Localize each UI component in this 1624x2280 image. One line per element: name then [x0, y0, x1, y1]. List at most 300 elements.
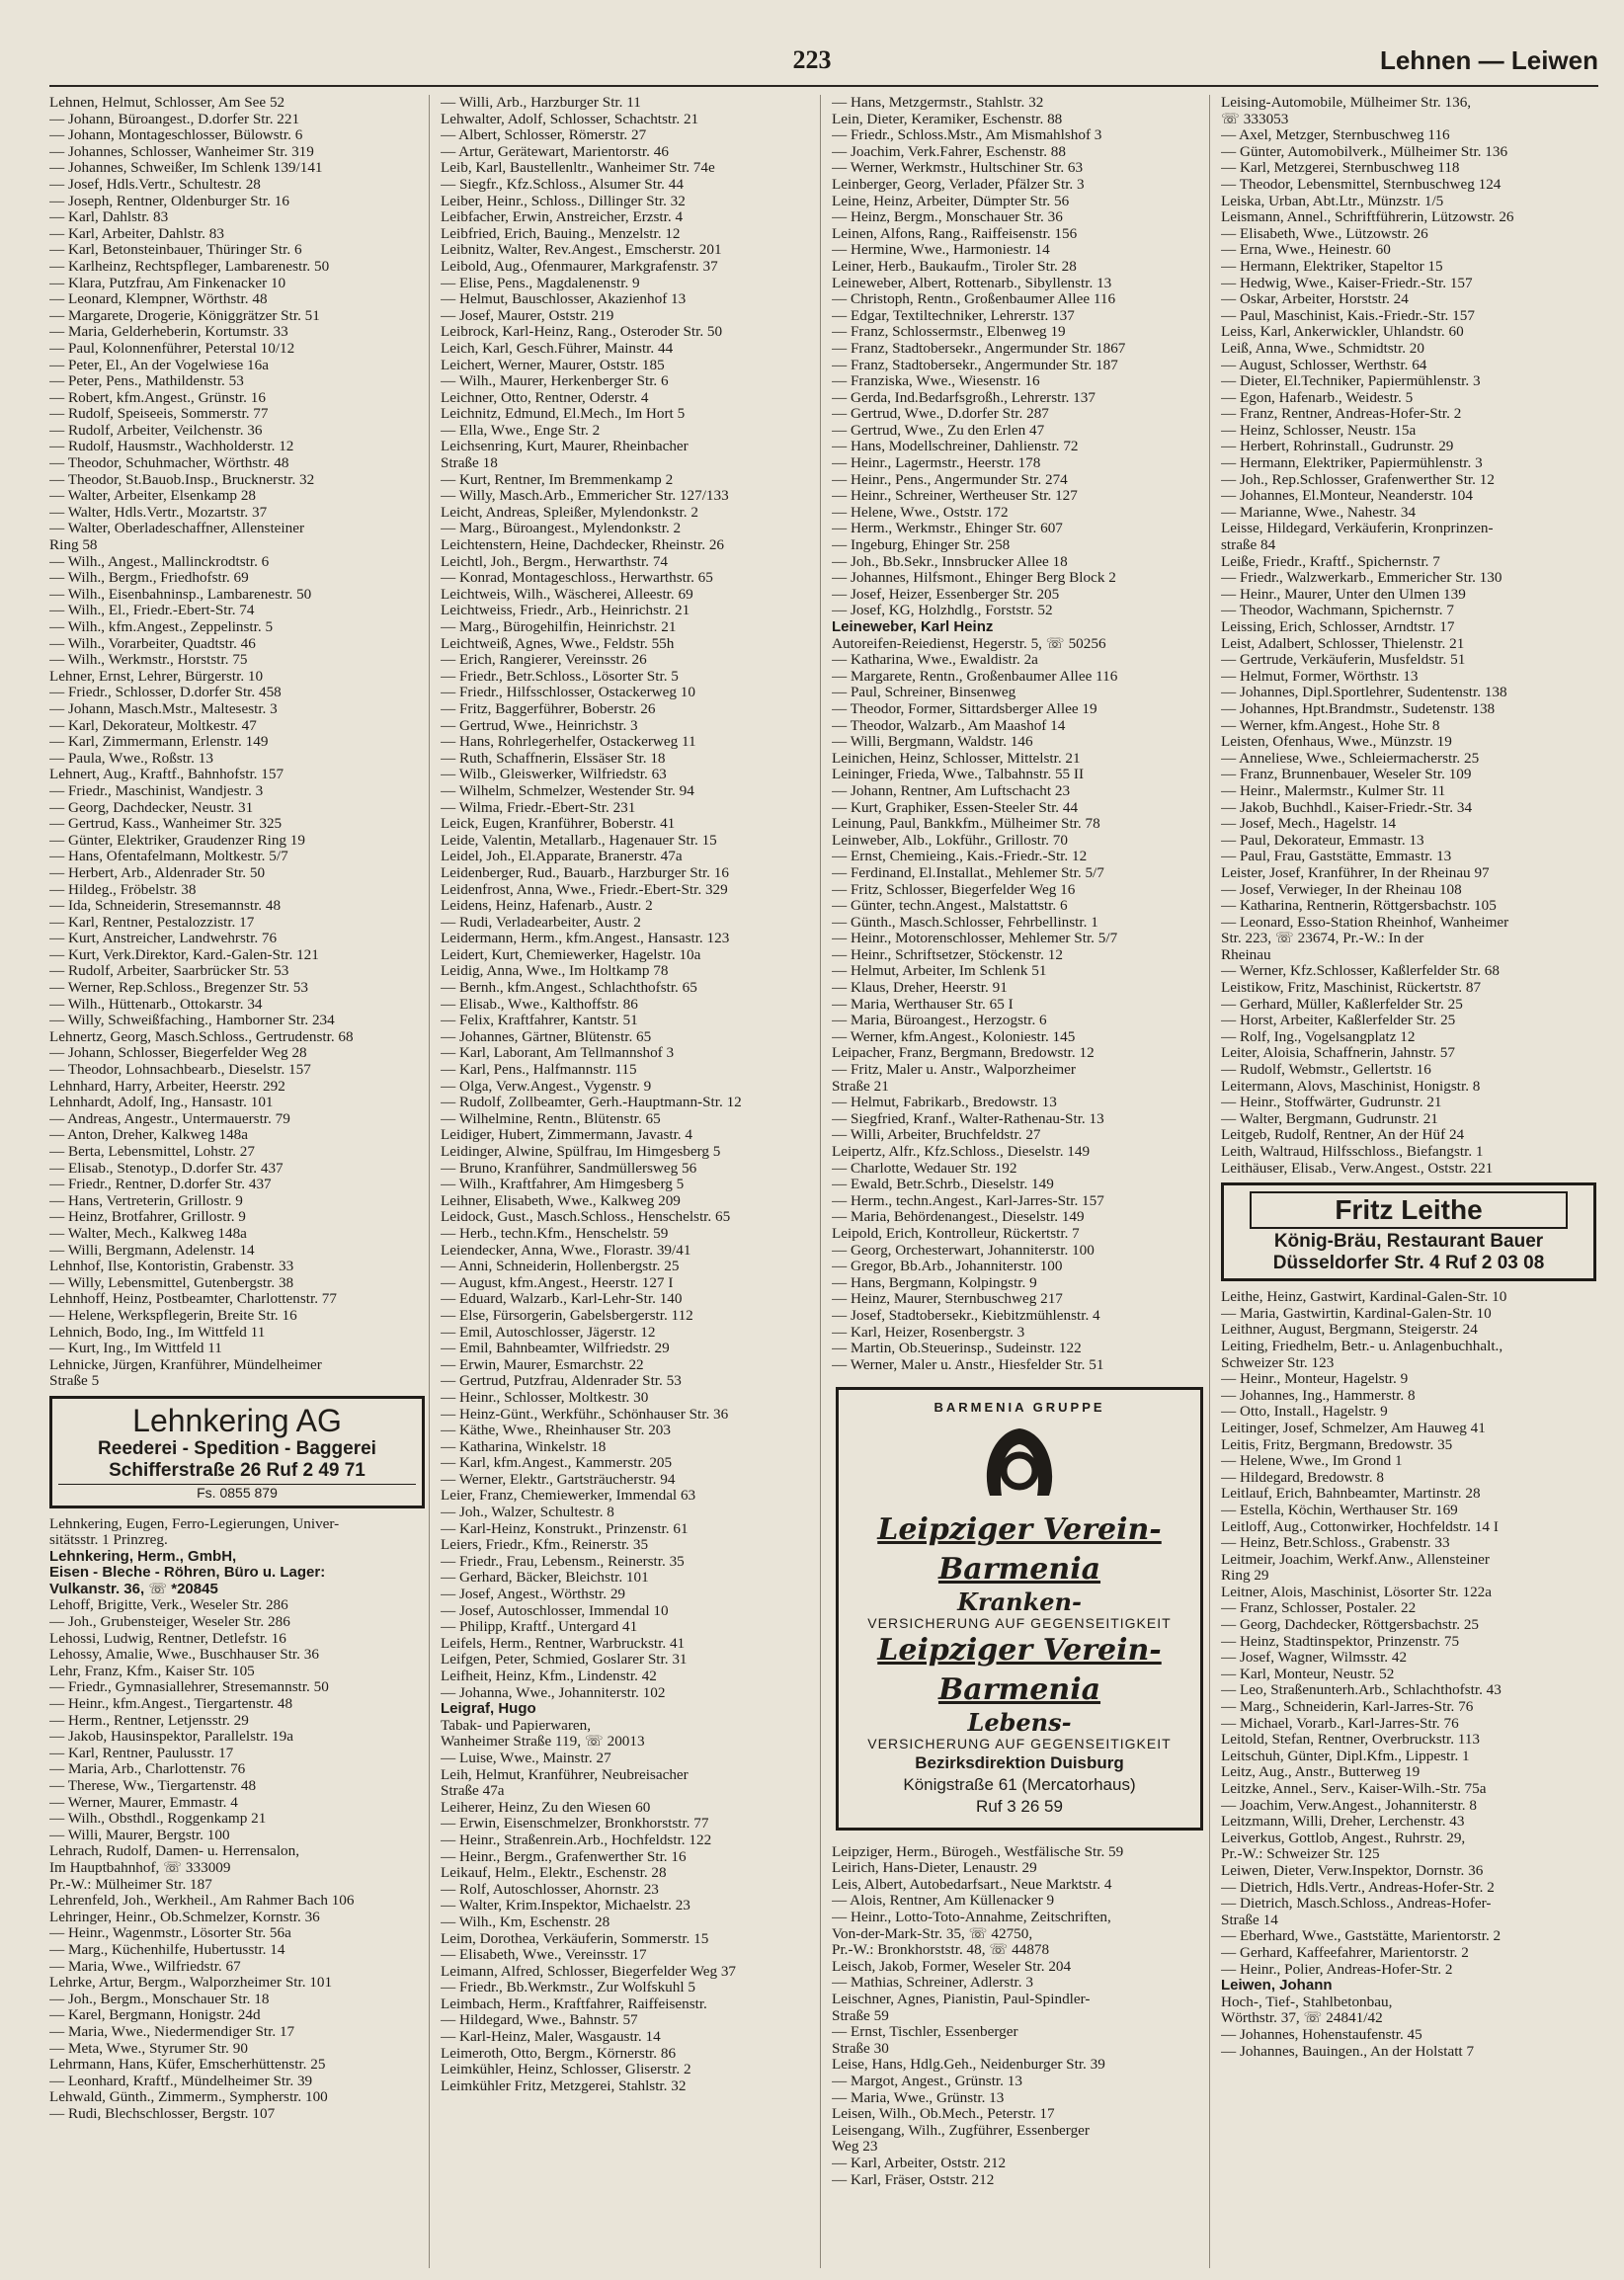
directory-entry: — Friedr., Schlosser, D.dorfer Str. 458 [49, 685, 282, 701]
directory-entry: — Theodor, St.Bauob.Insp., Brucknerstr. 32 [49, 471, 315, 488]
directory-column-3 [832, 95, 1207, 2188]
directory-entry: Leiter, Aloisia, Schaffnerin, Jahnstr. 57 [1221, 1045, 1455, 1062]
directory-entry: Leipacher, Franz, Bergmann, Bredowstr. 12 [832, 1045, 1095, 1062]
header-rule [49, 85, 1598, 87]
directory-entry: — Erwin, Maurer, Esmarchstr. 22 [441, 1356, 644, 1373]
directory-entry: Leist, Adalbert, Schlosser, Thielenstr. 21 [1221, 635, 1465, 652]
directory-entry: Leimeroth, Otto, Bergm., Körnerstr. 86 [441, 2045, 677, 2062]
directory-entry: — Wilh., Bergm., Friedhofstr. 69 [49, 570, 249, 587]
directory-entry: Leidock, Gust., Masch.Schloss., Henschelstr. 65 [441, 1209, 731, 1226]
directory-entry: Leipold, Erich, Kontrolleur, Rückertstr. 7 [832, 1225, 1080, 1242]
directory-entry: Leischner, Agnes, Pianistin, Paul-Spindler- [832, 1992, 1091, 2008]
directory-entry: Lehwalter, Adolf, Schlosser, Schachtstr. 21 [441, 111, 699, 127]
directory-entry: Leiß, Anna, Wwe., Schmidtstr. 20 [1221, 340, 1424, 357]
directory-entry: — Walter, Hdls.Vertr., Mozartstr. 37 [49, 504, 268, 521]
directory-entry: — Heinr., Bergm., Grafenwerther Str. 16 [441, 1848, 687, 1865]
directory-entry: — Wilb., Gleiswerker, Wilfriedstr. 63 [441, 767, 667, 783]
page-header [0, 0, 1624, 89]
directory-entry: — Josef, Hdls.Vertr., Schultestr. 28 [49, 176, 261, 193]
directory-entry: — Willi, Bergmann, Waldstr. 146 [832, 734, 1033, 751]
directory-entry: — Werner, Maurer, Emmastr. 4 [49, 1794, 238, 1811]
directory-entry: — Ernst, Tischler, Essenberger [832, 2024, 1018, 2041]
directory-entry: — Willi, Arb., Harzburger Str. 11 [441, 95, 641, 111]
directory-entry: — Rudolf, Webmstr., Gellertstr. 16 [1221, 1062, 1431, 1079]
directory-entry: Straße 30 [832, 2040, 889, 2057]
directory-entry: — Fritz, Maler u. Anstr., Walporzheimer [832, 1062, 1076, 1079]
directory-entry: — Helmut, Bauschlosser, Akazienhof 13 [441, 291, 687, 308]
directory-entry: — Johannes, Ing., Hammerstr. 8 [1221, 1387, 1416, 1404]
directory-entry: — Meta, Wwe., Styrumer Str. 90 [49, 2040, 248, 2057]
directory-entry: Leisse, Hildegard, Verkäuferin, Kronprinzen- [1221, 521, 1494, 537]
directory-entry: — Kurt, Anstreicher, Landwehrstr. 76 [49, 931, 278, 947]
barmenia-caption-2: VERSICHERUNG AUF GEGENSEITIGKEIT [867, 1736, 1172, 1752]
directory-entry: Autoreifen-Reiedienst, Hegerstr. 5, ☏ 50256 [832, 635, 1106, 652]
directory-entry: — Heinr., Lagermstr., Heerstr. 178 [832, 455, 1041, 472]
directory-entry: — Walter, Mech., Kalkweg 148a [49, 1225, 247, 1242]
directory-entry: — Erwin, Eisenschmelzer, Bronkhorststr. 77 [441, 1816, 709, 1832]
directory-entry: — Friedr., Betr.Schloss., Lösorter Str. 5 [441, 668, 679, 685]
directory-entry: — Karl-Heinz, Maler, Wasgaustr. 14 [441, 2029, 661, 2046]
directory-entry: — Margarete, Drogerie, Königgrätzer Str. 51 [49, 307, 320, 324]
directory-entry: — Joh., Walzer, Schultestr. 8 [441, 1505, 614, 1521]
directory-entry: — Michael, Vorarb., Karl-Jarres-Str. 76 [1221, 1715, 1459, 1732]
directory-entry: — Helmut, Arbeiter, Im Schlenk 51 [832, 963, 1047, 980]
directory-entry: — Helmut, Fabrikarb., Bredowstr. 13 [832, 1095, 1057, 1111]
directory-entry: — Johann, Rentner, Am Luftschacht 23 [832, 782, 1071, 799]
barmenia-kranken: Kranken- [957, 1587, 1082, 1616]
directory-entry: — Ewald, Betr.Schrb., Dieselstr. 149 [832, 1177, 1054, 1193]
ad-address: Düsseldorfer Str. 4 Ruf 2 03 08 [1272, 1253, 1545, 1274]
directory-entry: Leisengang, Wilh., Zugführer, Essenberger [832, 2122, 1090, 2139]
directory-entry: — Ida, Schneiderin, Stresemannstr. 48 [49, 898, 282, 915]
directory-entry: — Paul, Maschinist, Kais.-Friedr.-Str. 157 [1221, 307, 1475, 324]
directory-entry: — Theodor, Former, Sittardsberger Allee 19 [832, 700, 1097, 717]
directory-entry: — Heinr., Pens., Angermunder Str. 274 [832, 471, 1068, 488]
directory-entry: — Heinr., kfm.Angest., Tiergartenstr. 48 [49, 1696, 293, 1713]
directory-entry: — Paul, Frau, Gaststätte, Emmastr. 13 [1221, 849, 1452, 865]
directory-entry: Leidermann, Herm., kfm.Angest., Hansastr. 123 [441, 931, 730, 947]
directory-entry: — Gregor, Bb.Arb., Johanniterstr. 100 [832, 1259, 1063, 1275]
directory-entry: — Horst, Arbeiter, Kaßlerfelder Str. 25 [1221, 1013, 1456, 1029]
directory-entry: — Paul, Schreiner, Binsenweg [832, 685, 1016, 701]
directory-entry: — Hermann, Elektriker, Papiermühlenstr. 3 [1221, 455, 1483, 472]
directory-entry: — Helmut, Former, Wörthstr. 13 [1221, 668, 1419, 685]
directory-entry: — Hans, Modellschreiner, Dahlienstr. 72 [832, 439, 1079, 455]
directory-entry: Leinung, Paul, Bankkfm., Mülheimer Str. 78 [832, 816, 1100, 833]
directory-entry: — Elise, Pens., Magdalenenstr. 9 [441, 275, 640, 291]
directory-entry: — Werner, Elektr., Gartsträucherstr. 94 [441, 1471, 676, 1488]
directory-entry: — Heinr., Motorenschlosser, Mehlemer Str. 5/7 [832, 931, 1118, 947]
directory-entry: — Joachim, Verk.Fahrer, Eschenstr. 88 [832, 143, 1066, 160]
directory-entry: — Leonard, Esso-Station Rheinhof, Wanheimer [1221, 914, 1509, 931]
directory-entry: — Franz, Stadtobersekr., Angermunder Str. 187 [832, 357, 1118, 373]
directory-entry: — Katharina, Rentnerin, Röttgersbachstr. 105 [1221, 898, 1497, 915]
directory-entry: — Marg., Büroangest., Mylendonkstr. 2 [441, 521, 682, 537]
directory-entry: — Hans, Vertreterin, Grillostr. 9 [49, 1192, 243, 1209]
directory-entry: — Willy, Masch.Arb., Emmericher Str. 127/133 [441, 488, 729, 505]
directory-entry: — Joh., Grubensteiger, Weseler Str. 286 [49, 1614, 290, 1631]
directory-entry: — Wilh., Km, Eschenstr. 28 [441, 1914, 610, 1930]
directory-entry: — Hildeg., Fröbelstr. 38 [49, 881, 197, 898]
directory-entry: Leibold, Aug., Ofenmaurer, Markgrafenstr. 37 [441, 258, 718, 275]
directory-entry: — Heinz-Günt., Werkführ., Schönhauser Str. 36 [441, 1406, 729, 1423]
directory-entry: — Werner, Rep.Schloss., Bregenzer Str. 53 [49, 980, 308, 997]
directory-entry: — Herm., Werkmstr., Ehinger Str. 607 [832, 521, 1063, 537]
directory-entry: Lehnkering, Eugen, Ferro-Legierungen, Univer- [49, 1515, 340, 1532]
directory-entry: — Rudi, Verladearbeiter, Austr. 2 [441, 914, 641, 931]
directory-entry: Leidert, Kurt, Chemiewerker, Hagelstr. 10a [441, 946, 701, 963]
directory-entry: Leismann, Annel., Schriftführerin, Lützowstr. 26 [1221, 209, 1514, 226]
bold-entry: Leiwen, Johann [1221, 1978, 1333, 1995]
directory-entry: Lehnkering, Herm., GmbH, [49, 1548, 237, 1565]
directory-entry: Leikauf, Helm., Elektr., Eschenstr. 28 [441, 1865, 667, 1882]
directory-entry: — Berta, Lebensmittel, Lohstr. 27 [49, 1144, 255, 1160]
directory-entry: — Philipp, Kraftf., Untergard 41 [441, 1619, 638, 1636]
directory-entry: — Gertrud, Putzfrau, Aldenrader Str. 53 [441, 1373, 682, 1390]
directory-entry: — Paul, Dekorateur, Emmastr. 13 [1221, 832, 1424, 849]
directory-entry: — Dietrich, Masch.Schloss., Andreas-Hofer- [1221, 1896, 1492, 1913]
ad-address: Schifferstraße 26 Ruf 2 49 71 [109, 1459, 365, 1481]
directory-entry: — Heinz, Maurer, Sternbuschweg 217 [832, 1291, 1063, 1308]
directory-entry: Schweizer Str. 123 [1221, 1354, 1335, 1371]
directory-entry: — Günter, Automobilverk., Mülheimer Str. 136 [1221, 143, 1508, 160]
directory-entry: — Katharina, Winkelstr. 18 [441, 1438, 607, 1455]
directory-entry: Tabak- und Papierwaren, [441, 1717, 592, 1734]
directory-entry: — Leo, Straßenunterh.Arb., Schlachthofstr. 43 [1221, 1682, 1502, 1699]
directory-entry: Leitschuh, Günter, Dipl.Kfm., Lippestr. 1 [1221, 1748, 1470, 1764]
directory-entry: — Theodor, Wachmann, Spichernstr. 7 [1221, 603, 1454, 619]
directory-entry: — Helene, Wwe., Im Grond 1 [1221, 1453, 1403, 1470]
directory-entry: — Anni, Schneiderin, Hollenbergstr. 25 [441, 1259, 680, 1275]
directory-entry: — Günter, techn.Angest., Malstattstr. 6 [832, 898, 1068, 915]
directory-entry: Leitgeb, Rudolf, Rentner, An der Hüf 24 [1221, 1127, 1465, 1144]
directory-entry: — Johannes, Schweißer, Im Schlenk 139/141 [49, 160, 323, 177]
directory-entry: Leising-Automobile, Mülheimer Str. 136, [1221, 95, 1472, 111]
directory-entry: ☏ 333053 [1221, 111, 1289, 127]
directory-entry: Str. 223, ☏ 23674, Pr.-W.: In der [1221, 931, 1424, 947]
directory-entry: — Günth., Masch.Schlosser, Fehrbellinstr. 1 [832, 914, 1098, 931]
barmenia-logo-icon [950, 1417, 1089, 1506]
directory-entry: — Albert, Schlosser, Römerstr. 27 [441, 127, 647, 144]
directory-entry: Lehoff, Brigitte, Verk., Weseler Str. 286 [49, 1597, 288, 1614]
directory-entry: Leitinger, Josef, Schmelzer, Am Hauweg 41 [1221, 1420, 1486, 1436]
directory-entry: — Willy, Schweißfaching., Hamborner Str. 234 [49, 1013, 335, 1029]
directory-entry: — Karl, Rentner, Paulusstr. 17 [49, 1745, 234, 1761]
directory-entry: — Artur, Gerätewart, Marientorstr. 46 [441, 143, 669, 160]
directory-entry: Leininger, Frieda, Wwe., Talbahnstr. 55 II [832, 767, 1085, 783]
directory-entry: Leis, Albert, Autobedarfsart., Neue Marktstr. 4 [832, 1876, 1112, 1893]
directory-entry: — Wilh., Obsthdl., Roggenkamp 21 [49, 1811, 267, 1828]
directory-entry: — Karl, Zimmermann, Erlenstr. 149 [49, 734, 269, 751]
directory-entry: — Karl, Laborant, Am Tellmannshof 3 [441, 1045, 675, 1062]
directory-entry: — Werner, kfm.Angest., Koloniestr. 145 [832, 1028, 1076, 1045]
directory-entry: Lehringer, Heinr., Ob.Schmelzer, Kornstr. 36 [49, 1909, 320, 1925]
directory-entry: Rheinau [1221, 946, 1271, 963]
directory-entry: — Wilh., Hüttenarb., Ottokarstr. 34 [49, 996, 263, 1013]
directory-entry: — Karl, kfm.Angest., Kammerstr. 205 [441, 1455, 673, 1472]
directory-entry: — Rudolf, Arbeiter, Veilchenstr. 36 [49, 422, 263, 439]
directory-entry: — Walter, Oberladeschaffner, Allensteiner [49, 521, 305, 537]
directory-entry: — Friedr., Hilfsschlosser, Ostackerweg 10 [441, 685, 695, 701]
directory-entry: — August, Schlosser, Werthstr. 64 [1221, 357, 1427, 373]
directory-entry: — Wilma, Friedr.-Ebert-Str. 231 [441, 799, 636, 816]
directory-entry: Leichsenring, Kurt, Maurer, Rheinbacher [441, 439, 689, 455]
directory-entry: Leiner, Herb., Baukaufm., Tiroler Str. 28 [832, 258, 1077, 275]
directory-entry: Leim, Dorothea, Verkäuferin, Sommerstr. 15 [441, 1930, 709, 1947]
directory-entry: — Rolf, Autoschlosser, Ahornstr. 23 [441, 1881, 659, 1898]
directory-entry: — Dietrich, Hdls.Vertr., Andreas-Hofer-Str. 2 [1221, 1879, 1495, 1896]
directory-entry: — Franz, Schlossermstr., Elbenweg 19 [832, 324, 1066, 341]
directory-entry: Leiss, Karl, Ankerwickler, Uhlandstr. 60 [1221, 324, 1464, 341]
directory-entry: — Erich, Rangierer, Vereinsstr. 26 [441, 652, 647, 669]
directory-entry: — Mathias, Schreiner, Adlerstr. 3 [832, 1975, 1033, 1992]
directory-entry: — Johanna, Wwe., Johanniterstr. 102 [441, 1684, 666, 1701]
directory-entry: Lehossy, Amalie, Wwe., Buschhauser Str. 36 [49, 1647, 319, 1664]
directory-entry: Leith, Waltraud, Hilfsschloss., Biefangstr. 1 [1221, 1144, 1484, 1160]
directory-entry: — Hans, Metzgermstr., Stahlstr. 32 [832, 95, 1044, 111]
directory-entry: Leicht, Andreas, Spleißer, Mylendonkstr. 2 [441, 504, 698, 521]
directory-entry: — Friedr., Bb.Werkmstr., Zur Wolfskuhl 5 [441, 1980, 695, 1996]
directory-entry: — Werner, kfm.Angest., Hohe Str. 8 [1221, 717, 1440, 734]
directory-entry: — Hans, Bergmann, Kolpingstr. 9 [832, 1274, 1037, 1291]
directory-entry: — Alois, Rentner, Am Küllenacker 9 [832, 1893, 1055, 1910]
directory-entry: Leidenfrost, Anna, Wwe., Friedr.-Ebert-Str. 329 [441, 881, 728, 898]
directory-entry: Leick, Eugen, Kranführer, Boberstr. 41 [441, 816, 676, 833]
ad-title: Lehnkering AG [132, 1402, 342, 1438]
directory-entry: — Marg., Küchenhilfe, Hubertusstr. 14 [49, 1941, 285, 1958]
directory-entry: — Kurt, Rentner, Im Bremmenkamp 2 [441, 471, 674, 488]
directory-entry: — Marianne, Wwe., Nahestr. 34 [1221, 504, 1417, 521]
directory-entry: Leirich, Hans-Dieter, Lenaustr. 29 [832, 1860, 1037, 1877]
directory-entry: Leinen, Alfons, Rang., Raiffeisenstr. 156 [832, 225, 1078, 242]
directory-entry: — Fritz, Baggerführer, Boberstr. 26 [441, 700, 656, 717]
directory-entry: Leich, Karl, Gesch.Führer, Mainstr. 44 [441, 340, 674, 357]
directory-entry: — Maria, Gastwirtin, Kardinal-Galen-Str. 10 [1221, 1305, 1492, 1322]
directory-entry: — Anneliese, Wwe., Schleiermacherstr. 25 [1221, 750, 1480, 767]
directory-entry: — Johannes, Schlosser, Wanheimer Str. 319 [49, 143, 314, 160]
directory-entry: Leineweber, Karl Heinz [832, 619, 994, 635]
directory-entry: Leifheit, Heinz, Kfm., Lindenstr. 42 [441, 1669, 657, 1684]
directory-entry: — Georg, Dachdecker, Neustr. 31 [49, 799, 254, 816]
directory-entry: — Joh., Bergm., Monschauer Str. 18 [49, 1991, 270, 2007]
ad-title: Fritz Leithe [1250, 1191, 1568, 1229]
directory-entry: — Margarete, Rentn., Großenbaumer Allee 116 [832, 668, 1118, 685]
directory-entry: — Willi, Maurer, Bergstr. 100 [49, 1827, 230, 1843]
directory-entry: Lehnertz, Georg, Masch.Schloss., Gertrudenstr. 68 [49, 1028, 354, 1045]
directory-entry: — Friedr., Gymnasiallehrer, Stresemannstr. 50 [49, 1679, 329, 1696]
directory-entry: Leissing, Erich, Schlosser, Arndtstr. 17 [1221, 619, 1455, 635]
directory-entry: Vulkanstr. 36, ☏ *20845 [49, 1581, 218, 1597]
directory-entry: — Johannes, El.Monteur, Neanderstr. 104 [1221, 488, 1473, 505]
directory-entry: — Kurt, Ing., Im Wittfeld 11 [49, 1341, 222, 1357]
ad-fs: Fs. 0855 879 [58, 1484, 416, 1502]
directory-entry: Leineweber, Albert, Rottenarb., Sibyllenstr. 13 [832, 275, 1112, 291]
directory-entry: — Peter, El., An der Vogelwiese 16a [49, 357, 269, 373]
directory-entry: Leiwen, Dieter, Verw.Inspektor, Dornstr. 36 [1221, 1862, 1484, 1879]
directory-entry: — Joh., Bb.Sekr., Innsbrucker Allee 18 [832, 553, 1068, 570]
directory-entry: Leiverkus, Gottlob, Angest., Ruhrstr. 29, [1221, 1830, 1466, 1846]
directory-entry: Leichtl, Joh., Bergm., Herwarthstr. 74 [441, 553, 669, 570]
directory-entry: — Karl, Arbeiter, Oststr. 212 [832, 2155, 1007, 2171]
directory-entry: Weg 23 [832, 2139, 878, 2156]
directory-entry: — Heinz, Bergm., Monschauer Str. 36 [832, 209, 1063, 226]
directory-entry: Leiße, Friedr., Kraftf., Spichernstr. 7 [1221, 553, 1440, 570]
directory-entry: — Heinr., Schreiner, Wertheuser Str. 127 [832, 488, 1078, 505]
barmenia-advertisement [836, 1387, 1203, 1830]
directory-entry: Leichtweiss, Friedr., Arb., Heinrichstr. 21 [441, 603, 690, 619]
directory-entry: Leitlauf, Erich, Bahnbeamter, Martinstr. 28 [1221, 1486, 1481, 1503]
directory-entry: — Hermine, Wwe., Harmoniestr. 14 [832, 242, 1050, 259]
barmenia-name-1: Leipziger Verein-Barmenia [877, 1511, 1162, 1587]
directory-entry: — Johann, Masch.Mstr., Maltesestr. 3 [49, 700, 278, 717]
directory-entry: — Elisab., Stenotyp., D.dorfer Str. 437 [49, 1160, 284, 1177]
lehnkering-advertisement [49, 1396, 425, 1508]
directory-entry: Leiherer, Heinz, Zu den Wiesen 60 [441, 1799, 651, 1816]
directory-entry: — Edgar, Textiltechniker, Lehrerstr. 137 [832, 307, 1075, 324]
directory-entry: — Hans, Rohrlegerhelfer, Ostackerweg 11 [441, 734, 696, 751]
directory-entry: — Egon, Hafenarb., Weidestr. 5 [1221, 389, 1414, 406]
directory-entry: Lehwald, Günth., Zimmerm., Sympherstr. 100 [49, 2089, 328, 2106]
directory-entry: — Heinr., Schriftsetzer, Stöckenstr. 12 [832, 946, 1063, 963]
directory-entry: — Heinr., Lotto-Toto-Annahme, Zeitschriften, [832, 1910, 1111, 1926]
directory-entry: Leimann, Alfred, Schlosser, Biegerfelder Weg 37 [441, 1963, 737, 1980]
directory-entry: — Franziska, Wwe., Wiesenstr. 16 [832, 373, 1040, 390]
directory-entry: — Herbert, Rohrinstall., Gudrunstr. 29 [1221, 439, 1454, 455]
directory-entry: — Emil, Autoschlosser, Jägerstr. 12 [441, 1324, 656, 1341]
directory-entry: Leitloff, Aug., Cottonwirker, Hochfeldstr. 14 I [1221, 1518, 1499, 1535]
directory-entry: — Joseph, Rentner, Oldenburger Str. 16 [49, 193, 289, 209]
directory-entry: Leichtweiß, Agnes, Wwe., Feldstr. 55h [441, 635, 675, 652]
directory-entry: — Rudolf, Zollbeamter, Gerh.-Hauptmann-Str. 12 [441, 1095, 742, 1111]
directory-entry: — Ernst, Chemieing., Kais.-Friedr.-Str. 12 [832, 849, 1088, 865]
directory-entry: Lehnert, Aug., Kraftf., Bahnhofstr. 157 [49, 767, 284, 783]
directory-entry: — Paul, Kolonnenführer, Peterstal 10/12 [49, 340, 295, 357]
directory-entry: Von-der-Mark-Str. 35, ☏ 42750, [832, 1925, 1033, 1942]
directory-entry: Leidiger, Hubert, Zimmermann, Javastr. 4 [441, 1127, 692, 1144]
barmenia-address: Königstraße 61 (Mercatorhaus) [903, 1774, 1136, 1794]
directory-entry: — Olga, Verw.Angest., Vygenstr. 9 [441, 1078, 652, 1095]
directory-entry: Leidig, Anna, Wwe., Im Holtkamp 78 [441, 963, 669, 980]
directory-entry: Leise, Hans, Hdlg.Geh., Neidenburger Str. 39 [832, 2057, 1105, 2074]
directory-entry: — Klara, Putzfrau, Am Finkenacker 10 [49, 275, 286, 291]
directory-entry: — Karl, Dahlstr. 83 [49, 209, 169, 226]
directory-entry: — Wilhelmine, Rentn., Blütenstr. 65 [441, 1110, 661, 1127]
directory-entry: — Gertrud, Wwe., D.dorfer Str. 287 [832, 406, 1049, 423]
directory-entry: — Leonard, Klempner, Wörthstr. 48 [49, 291, 268, 308]
directory-entry: — Maria, Arb., Charlottenstr. 76 [49, 1761, 246, 1778]
directory-entry: Leichnitz, Edmund, El.Mech., Im Hort 5 [441, 406, 686, 423]
directory-entry: Leifels, Herm., Rentner, Warbruckstr. 41 [441, 1635, 686, 1652]
directory-entry: — Helene, Wwe., Oststr. 172 [832, 504, 1009, 521]
directory-entry: Straße 59 [832, 2007, 889, 2024]
directory-entry: — Maria, Gelderheberin, Kortumstr. 33 [49, 324, 288, 341]
directory-entry: Ring 29 [1221, 1568, 1269, 1585]
directory-entry: — Karl, Betonsteinbauer, Thüringer Str. 6 [49, 242, 302, 259]
directory-entry: — Luise, Wwe., Mainstr. 27 [441, 1750, 611, 1766]
directory-entry: Leister, Josef, Kranführer, In der Rheinau 97 [1221, 864, 1490, 881]
barmenia-lebens: Lebens- [967, 1708, 1072, 1738]
directory-entry: Lehossi, Ludwig, Rentner, Detlefstr. 16 [49, 1630, 286, 1647]
directory-entry: — Johannes, Hpt.Brandmstr., Sudetenstr. 138 [1221, 700, 1496, 717]
directory-entry: — Peter, Pens., Mathildenstr. 53 [49, 373, 244, 390]
directory-entry: Leih, Helmut, Kranführer, Neubreisacher [441, 1766, 689, 1783]
directory-entry: — Karl, Pens., Halfmannstr. 115 [441, 1062, 637, 1079]
directory-entry: Leitzke, Annel., Serv., Kaiser-Wilh.-Str. 75a [1221, 1781, 1487, 1797]
directory-entry: — Otto, Install., Hagelstr. 9 [1221, 1404, 1388, 1421]
barmenia-phone: Ruf 3 26 59 [976, 1796, 1063, 1816]
directory-entry: — Ingeburg, Ehinger Str. 258 [832, 537, 1011, 554]
directory-entry: — Marg., Bürogehilfin, Heinrichstr. 21 [441, 619, 677, 635]
directory-entry: Leisten, Ofenhaus, Wwe., Münzstr. 19 [1221, 734, 1452, 751]
directory-entry: — Johann, Montageschlosser, Bülowstr. 6 [49, 127, 303, 144]
directory-entry: — Heinz, Stadtinspektor, Prinzenstr. 75 [1221, 1633, 1460, 1650]
directory-entry: — Herm., Rentner, Letjensstr. 29 [49, 1712, 249, 1729]
directory-entry: sitätsstr. 1 Prinzreg. [49, 1532, 168, 1549]
ad-business: König-Bräu, Restaurant Bauer [1273, 1231, 1544, 1253]
directory-entry: Leidel, Joh., El.Apparate, Branerstr. 47a [441, 849, 683, 865]
directory-entry: — Leonhard, Kraftf., Mündelheimer Str. 39 [49, 2073, 313, 2089]
directory-entry: — Johann, Schlosser, Biegerfelder Weg 28 [49, 1045, 307, 1062]
directory-entry: Leithäuser, Elisab., Verw.Angest., Oststr. 221 [1221, 1160, 1494, 1177]
directory-entry: — Therese, Ww., Tiergartenstr. 48 [49, 1778, 257, 1794]
directory-entry: — Jakob, Buchhdl., Kaiser-Friedr.-Str. 34 [1221, 799, 1473, 816]
directory-entry: — Karel, Bergmann, Honigstr. 24d [49, 2007, 261, 2024]
directory-entry: Leibrock, Karl-Heinz, Rang., Osteroder Str. 50 [441, 324, 723, 341]
directory-entry: — Ferdinand, El.Installat., Mehlemer Str. 5/7 [832, 864, 1104, 881]
directory-entry: — Heinr., Maurer, Unter den Ulmen 139 [1221, 586, 1466, 603]
directory-entry: — Gertrud, Kass., Wanheimer Str. 325 [49, 816, 283, 833]
directory-entry: — Gerda, Ind.Bedarfsgroßh., Lehrerstr. 137 [832, 389, 1096, 406]
directory-entry: Leibfacher, Erwin, Anstreicher, Erzstr. 4 [441, 209, 684, 226]
directory-entry: — Charlotte, Wedauer Str. 192 [832, 1160, 1017, 1177]
directory-entry: Leine, Heinz, Arbeiter, Dümpter Str. 56 [832, 193, 1070, 209]
directory-entry: — Heinz, Betr.Schloss., Grabenstr. 33 [1221, 1535, 1450, 1552]
directory-entry: — Hedwig, Wwe., Kaiser-Friedr.-Str. 157 [1221, 275, 1473, 291]
directory-entry: — Joh., Rep.Schlosser, Grafenwerther Str. 12 [1221, 471, 1495, 488]
directory-entry: Lein, Dieter, Keramiker, Eschenstr. 88 [832, 111, 1063, 127]
directory-entry: — Heinz, Schlosser, Neustr. 15a [1221, 422, 1417, 439]
directory-entry: — Felix, Kraftfahrer, Kantstr. 51 [441, 1013, 638, 1029]
barmenia-caption-1: VERSICHERUNG AUF GEGENSEITIGKEIT [867, 1614, 1172, 1631]
directory-entry: — Josef, Autoschlosser, Immendal 10 [441, 1602, 669, 1619]
directory-entry: — Hermann, Elektriker, Stapeltor 15 [1221, 258, 1443, 275]
directory-entry: Lehnhof, Ilse, Kontoristin, Grabenstr. 33 [49, 1259, 294, 1275]
ad-services: Reederei - Spedition - Baggerei [98, 1437, 376, 1459]
directory-entry: — Wilh., Kraftfahrer, Am Himgesberg 5 [441, 1177, 685, 1193]
directory-entry: — Rudolf, Arbeiter, Saarbrücker Str. 53 [49, 963, 289, 980]
directory-entry: Leitermann, Alovs, Maschinist, Honigstr. 8 [1221, 1078, 1481, 1095]
directory-entry: — Herm., techn.Angest., Karl-Jarres-Str. 157 [832, 1192, 1104, 1209]
barmenia-group-label: BARMENIA GRUPPE [934, 1400, 1105, 1416]
directory-entry: — Heinr., Malermstr., Kulmer Str. 11 [1221, 782, 1446, 799]
directory-entry: — Eberhard, Wwe., Gaststätte, Marientorstr. 2 [1221, 1928, 1502, 1945]
directory-entry: — Andreas, Angestr., Untermauerstr. 79 [49, 1110, 290, 1127]
directory-entry: Pr.-W.: Bronkhorststr. 48, ☏ 44878 [832, 1942, 1050, 1959]
directory-entry: — Maria, Werthauser Str. 65 I [832, 996, 1014, 1013]
directory-entry: — Karl, Rentner, Pestalozzistr. 17 [49, 914, 255, 931]
directory-entry: — Gertrude, Verkäuferin, Musfeldstr. 51 [1221, 652, 1466, 669]
directory-entry: Leithner, August, Bergmann, Steigerstr. 24 [1221, 1322, 1478, 1339]
directory-entry: Leistikow, Fritz, Maschinist, Rückertstr. 87 [1221, 980, 1482, 997]
directory-entry: Leitis, Fritz, Bergmann, Bredowstr. 35 [1221, 1436, 1453, 1453]
directory-entry: — Friedr., Schloss.Mstr., Am Mismahlshof 3 [832, 127, 1102, 144]
directory-entry: — Josef, Angest., Wörthstr. 29 [441, 1587, 626, 1603]
directory-entry: Leitzmann, Willi, Dreher, Lerchenstr. 43 [1221, 1814, 1465, 1831]
directory-entry: — Wilh., Angest., Mallinckrodtstr. 6 [49, 553, 270, 570]
directory-entry: — Elisabeth, Wwe., Vereinsstr. 17 [441, 1947, 647, 1964]
bold-entry: Leigraf, Hugo [441, 1701, 536, 1718]
directory-entry: — Johannes, Hohenstaufenstr. 45 [1221, 2026, 1422, 2043]
